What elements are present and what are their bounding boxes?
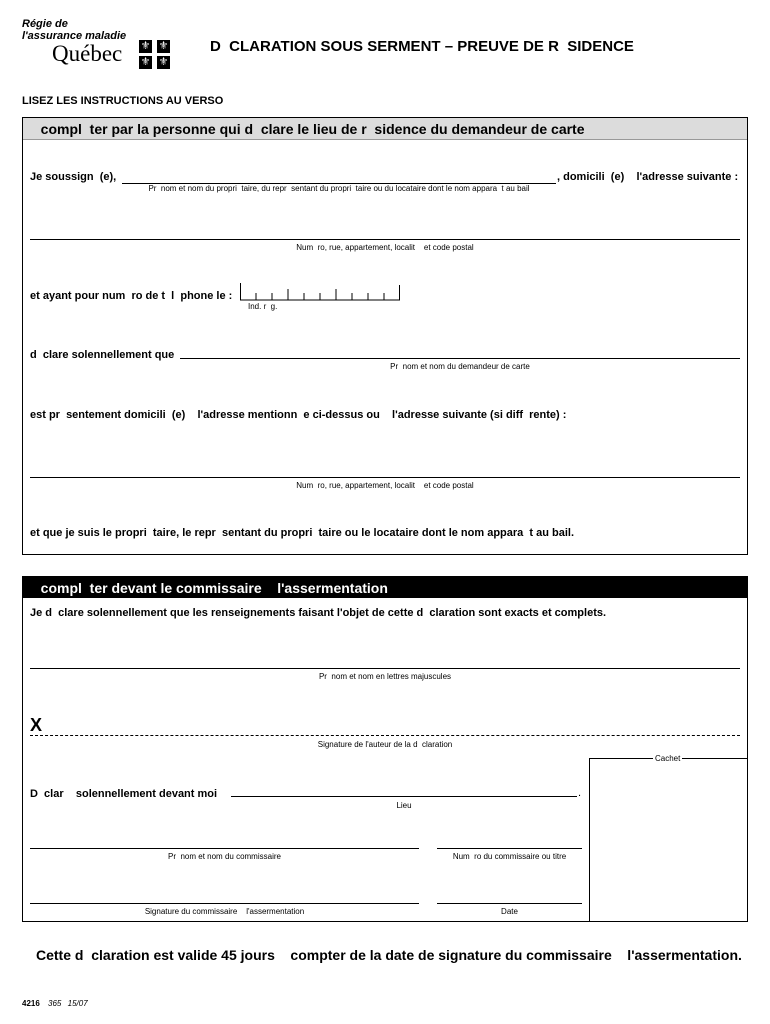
lieu-field[interactable] [231, 796, 577, 797]
date-caption: Date [501, 907, 518, 916]
caps-name-caption: Pr nom et nom en lettres majuscules [318, 672, 452, 681]
form-code: 365 [48, 999, 62, 1008]
lieu-period: . [578, 787, 582, 799]
solemn-statement: Je d clare solennellement que les renseignements faisant l'objet de cette d claration sont exacts et complets. [30, 607, 607, 619]
alternate-address-caption: Num ro, rue, appartement, localit et code postal [296, 481, 474, 490]
lieu-caption: Lieu [396, 801, 412, 810]
section-1-heading-bar [23, 118, 747, 140]
applicant-name-caption: Pr nom et nom du demandeur de carte [390, 362, 530, 371]
page-title: D CLARATION SOUS SERMENT – PREUVE DE R SIDENCE [210, 38, 634, 55]
applicant-name-field[interactable] [180, 358, 740, 359]
commissioner-signature-field[interactable] [30, 903, 419, 904]
caps-name-field[interactable] [30, 668, 740, 669]
section-2-heading: compl ter devant le commissaire l'assermentation [29, 580, 388, 596]
commissioner-number-caption: Num ro du commissaire ou titre [452, 852, 567, 861]
declarant-name-caption: Pr nom et nom du propri taire, du repr sentant du propri taire ou du locataire dont le nom appara t au bail [148, 184, 530, 193]
phone-number-field[interactable] [240, 283, 400, 301]
quebec-flag-icon [139, 40, 175, 70]
fleur-de-lis-icon: ⚜ [158, 40, 169, 52]
cachet-label: Cachet [655, 754, 681, 763]
signature-x-mark: X [30, 715, 43, 735]
declare-label: d clare solennellement que [30, 349, 175, 361]
form-identifier [22, 999, 88, 1008]
alternate-address-field[interactable] [30, 477, 740, 478]
closing-statement: et que je suis le propri taire, le repr sentant du propri taire ou le locataire dont le nom appara t au bail. [30, 527, 575, 539]
fleur-de-lis-icon: ⚜ [140, 40, 151, 52]
declarant-signature-field[interactable] [30, 735, 740, 736]
fleur-de-lis-icon: ⚜ [140, 56, 151, 68]
logo-line-1: Régie de [22, 18, 68, 30]
area-code-caption: Ind. r g. [248, 302, 278, 311]
presently-domiciled-label: est pr sentement domicili (e) l'adresse mentionn e ci-dessus ou l'adresse suivante (si diff rente) : [30, 409, 567, 421]
date-field[interactable] [437, 903, 582, 904]
commissioner-number-field[interactable] [437, 848, 582, 849]
section-1-heading: compl ter par la personne qui d clare le lieu de r sidence du demandeur de carte [29, 121, 585, 137]
declarant-address-caption: Num ro, rue, appartement, localit et code postal [296, 243, 474, 252]
commissioner-signature-caption: Signature du commissaire l'assermentation [144, 907, 305, 916]
declarant-signature-caption: Signature de l'auteur de la d claration [317, 740, 453, 749]
logo-brand: Québec [52, 41, 123, 66]
commissioner-name-field[interactable] [30, 848, 419, 849]
logo [22, 18, 182, 70]
form-date: 15/07 [67, 999, 88, 1008]
logo-line-2: l'assurance maladie [22, 30, 127, 42]
je-soussigne-label: Je soussign (e), [30, 171, 117, 183]
cachet-stamp-box[interactable] [589, 758, 748, 922]
domicilie-label: , domicili (e) l'adresse suivante : [557, 171, 739, 183]
declarant-address-field[interactable] [30, 239, 740, 240]
commissioner-name-caption: Pr nom et nom du commissaire [168, 852, 281, 861]
fleur-de-lis-icon: ⚜ [158, 56, 169, 68]
phone-label: et ayant pour num ro de t l phone le : [30, 290, 233, 302]
section-2-heading-bar [23, 577, 747, 598]
validity-notice: Cette d claration est valide 45 jours compter de la date de signature du commissaire l'assermentation. [36, 947, 742, 963]
declared-before-label: D clar solennellement devant moi [30, 788, 218, 800]
instructions-note: LISEZ LES INSTRUCTIONS AU VERSO [22, 95, 224, 107]
form-number: 4216 [22, 999, 40, 1008]
